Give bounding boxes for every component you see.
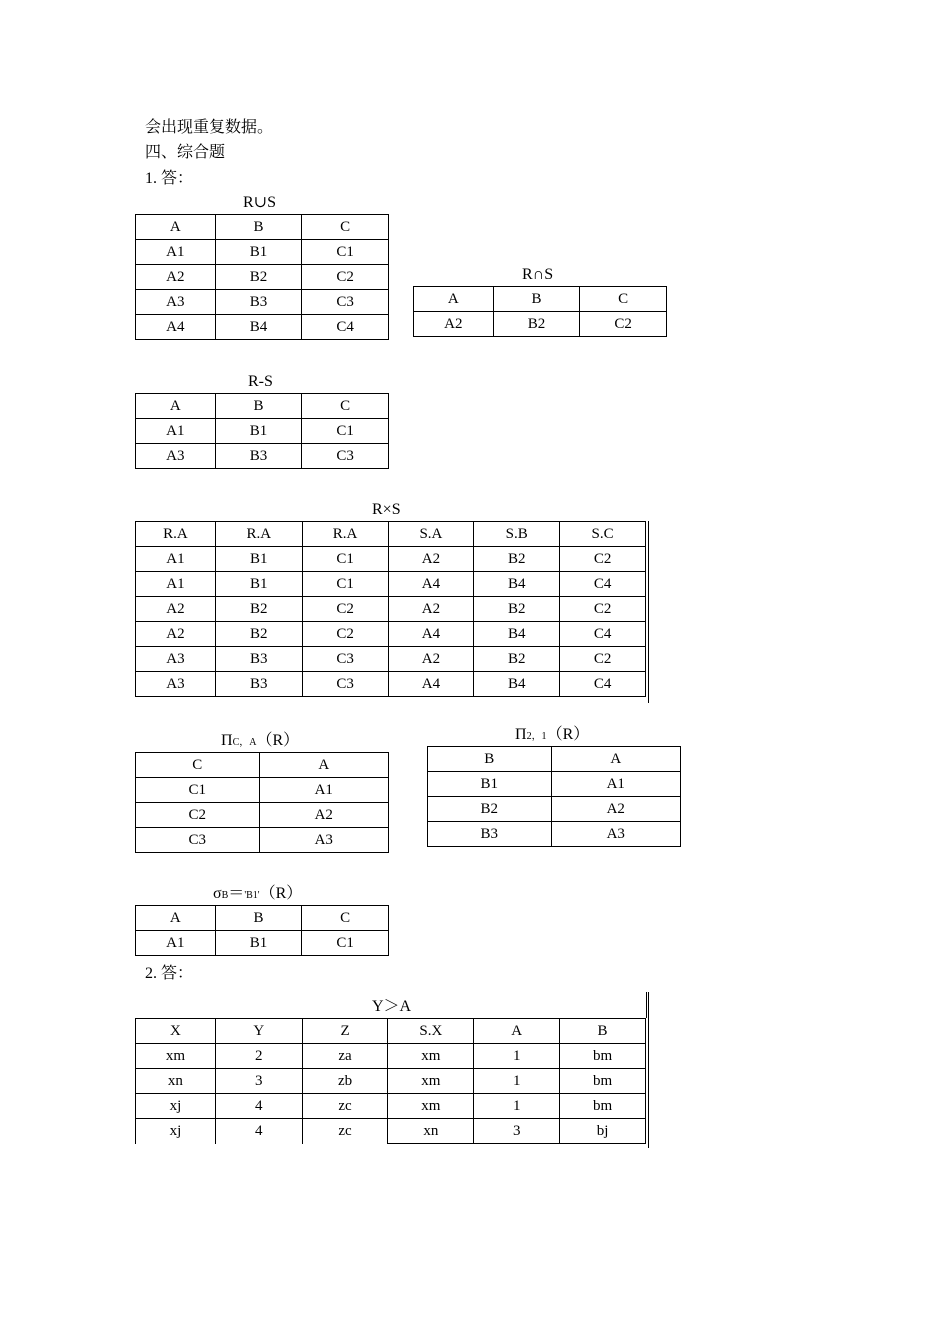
- table-row: [428, 797, 681, 822]
- proj1-caption-arg: （R）: [256, 732, 300, 749]
- table-row: [136, 672, 646, 697]
- product-cell: C4: [560, 622, 646, 647]
- proj2-caption-main: Π: [515, 726, 527, 743]
- table-row: [136, 315, 389, 340]
- union-cell: C1: [302, 240, 389, 265]
- question-1-label: 1. 答：: [145, 170, 194, 187]
- select-cell: C1: [302, 931, 389, 956]
- join-cell: xj: [136, 1094, 216, 1119]
- table-row: [136, 597, 646, 622]
- intersect-table: [413, 286, 667, 337]
- difference-cell: A3: [136, 444, 216, 469]
- table-row: [414, 312, 667, 337]
- join-cell: bm: [560, 1094, 646, 1119]
- join-header-cell: Y: [215, 1019, 302, 1044]
- proj2-cell: B1: [428, 772, 552, 797]
- intersect-header-cell: C: [580, 287, 667, 312]
- table-row: [136, 547, 646, 572]
- select-header-cell: C: [302, 906, 389, 931]
- proj1-cell: C2: [136, 803, 260, 828]
- product-cell: A4: [388, 572, 474, 597]
- product-cell: B2: [474, 597, 560, 622]
- difference-cell: C3: [302, 444, 389, 469]
- table-row: [428, 772, 681, 797]
- join-header-cell: S.X: [388, 1019, 474, 1044]
- product-header-cell: R.A: [136, 522, 216, 547]
- table-row: [136, 572, 646, 597]
- table-row: [136, 1044, 646, 1069]
- difference-cell: B1: [215, 419, 302, 444]
- product-cell: B1: [215, 547, 302, 572]
- select-caption-arg: （R）: [259, 885, 303, 902]
- union-cell: B1: [215, 240, 302, 265]
- select-cell: B1: [215, 931, 302, 956]
- difference-header-cell: A: [136, 394, 216, 419]
- union-cell: A3: [136, 290, 216, 315]
- difference-cell: A1: [136, 419, 216, 444]
- select-caption: [213, 884, 302, 906]
- question-2-label: 2. 答：: [145, 965, 194, 982]
- union-cell: C4: [302, 315, 389, 340]
- difference-header-row: [136, 394, 389, 419]
- difference-header-cell: C: [302, 394, 389, 419]
- proj2-cell: B3: [428, 822, 552, 847]
- join-caption-edge-1: [646, 992, 647, 1018]
- product-header-cell: S.A: [388, 522, 474, 547]
- select-header-row: [136, 906, 389, 931]
- product-cell: A3: [136, 647, 216, 672]
- proj2-cell: A3: [551, 822, 681, 847]
- text-line-1: 会出现重复数据。: [145, 119, 274, 136]
- product-cell: C2: [560, 597, 646, 622]
- table-row: [136, 828, 389, 853]
- join-cell: zc: [302, 1119, 388, 1144]
- table-row: [136, 419, 389, 444]
- join-header-row: [136, 1019, 646, 1044]
- proj2-caption: [515, 725, 589, 747]
- product-cell: C2: [560, 547, 646, 572]
- proj1-cell: A2: [259, 803, 389, 828]
- join-header-cell: Z: [302, 1019, 388, 1044]
- product-header-row: [136, 522, 646, 547]
- join-cell: xn: [136, 1069, 216, 1094]
- table-row: [136, 1069, 646, 1094]
- product-cell: B3: [215, 672, 302, 697]
- join-cell: zb: [302, 1069, 388, 1094]
- proj1-header-cell: C: [136, 753, 260, 778]
- select-caption-sub1: B: [221, 890, 229, 901]
- intersect-caption: R∩S: [522, 266, 554, 283]
- product-cell: A2: [388, 547, 474, 572]
- select-caption-sub2: 'B1': [244, 890, 260, 901]
- select-header-cell: B: [215, 906, 302, 931]
- product-cell: B4: [474, 622, 560, 647]
- difference-caption: R-S: [248, 373, 273, 390]
- join-cell: 1: [474, 1094, 560, 1119]
- intersect-header-cell: B: [493, 287, 580, 312]
- product-cell: C4: [560, 672, 646, 697]
- join-cell: bm: [560, 1069, 646, 1094]
- join-caption-edge-2: [648, 992, 649, 1148]
- intersect-header-cell: A: [414, 287, 494, 312]
- union-header-cell: C: [302, 215, 389, 240]
- table-row: [136, 444, 389, 469]
- product-cell: A3: [136, 672, 216, 697]
- union-header-row: [136, 215, 389, 240]
- product-caption: R×S: [372, 501, 401, 518]
- select-table: [135, 905, 389, 956]
- union-cell: B2: [215, 265, 302, 290]
- join-cell: xj: [136, 1119, 216, 1144]
- product-cell: B4: [474, 572, 560, 597]
- proj2-cell: A1: [551, 772, 681, 797]
- join-header-cell: X: [136, 1019, 216, 1044]
- product-cell: C3: [302, 672, 388, 697]
- proj1-cell: C3: [136, 828, 260, 853]
- join-cell: zc: [302, 1094, 388, 1119]
- product-cell: A1: [136, 572, 216, 597]
- product-cell: B2: [215, 597, 302, 622]
- table-row: [136, 931, 389, 956]
- join-cell: 3: [215, 1069, 302, 1094]
- product-cell: A4: [388, 672, 474, 697]
- product-header-cell: R.A: [215, 522, 302, 547]
- proj2-cell: B2: [428, 797, 552, 822]
- select-caption-eq: ＝: [228, 885, 245, 902]
- product-cell: C1: [302, 547, 388, 572]
- table-row: [136, 1119, 646, 1144]
- join-header-cell: B: [560, 1019, 646, 1044]
- product-cell: C1: [302, 572, 388, 597]
- proj2-caption-sub: 2，1: [526, 731, 547, 742]
- product-cell: A2: [136, 622, 216, 647]
- proj2-caption-arg: （R）: [546, 726, 590, 743]
- table-row: [136, 803, 389, 828]
- join-cell: xn: [388, 1119, 474, 1144]
- union-cell: A2: [136, 265, 216, 290]
- table-row: [136, 1094, 646, 1119]
- join-cell: 1: [474, 1044, 560, 1069]
- product-cell: C2: [302, 622, 388, 647]
- join-header-cell: A: [474, 1019, 560, 1044]
- proj2-header-cell: A: [551, 747, 681, 772]
- union-cell: B4: [215, 315, 302, 340]
- proj2-table: [427, 746, 681, 847]
- section-heading: 四、综合题: [145, 144, 226, 161]
- union-cell: C2: [302, 265, 389, 290]
- join-cell: 1: [474, 1069, 560, 1094]
- product-cell: A4: [388, 622, 474, 647]
- product-cell: B2: [474, 547, 560, 572]
- proj1-caption-sub: C，A: [232, 737, 257, 748]
- product-cell: B2: [474, 647, 560, 672]
- union-header-cell: B: [215, 215, 302, 240]
- table-row: [136, 265, 389, 290]
- join-cell: za: [302, 1044, 388, 1069]
- product-cell: B3: [215, 647, 302, 672]
- table-row: [136, 622, 646, 647]
- proj1-cell: C1: [136, 778, 260, 803]
- join-cell: xm: [388, 1094, 474, 1119]
- table-row: [136, 290, 389, 315]
- proj1-header-row: [136, 753, 389, 778]
- proj1-caption-main: Π: [221, 732, 233, 749]
- product-cell: B1: [215, 572, 302, 597]
- select-header-cell: A: [136, 906, 216, 931]
- product-cell: C4: [560, 572, 646, 597]
- select-cell: A1: [136, 931, 216, 956]
- product-table-edge: [648, 521, 649, 703]
- join-cell: 4: [215, 1094, 302, 1119]
- product-cell: A2: [388, 597, 474, 622]
- intersect-header-row: [414, 287, 667, 312]
- intersect-cell: A2: [414, 312, 494, 337]
- difference-table: [135, 393, 389, 469]
- join-cell: xm: [136, 1044, 216, 1069]
- table-row: [136, 240, 389, 265]
- join-cell: bm: [560, 1044, 646, 1069]
- product-cell: B4: [474, 672, 560, 697]
- join-caption: Y＞A: [372, 998, 412, 1015]
- difference-header-cell: B: [215, 394, 302, 419]
- product-cell: B2: [215, 622, 302, 647]
- proj2-header-cell: B: [428, 747, 552, 772]
- proj1-cell: A3: [259, 828, 389, 853]
- proj1-table: [135, 752, 389, 853]
- proj2-header-row: [428, 747, 681, 772]
- difference-cell: B3: [215, 444, 302, 469]
- proj2-cell: A2: [551, 797, 681, 822]
- join-cell: xm: [388, 1069, 474, 1094]
- join-cell: 2: [215, 1044, 302, 1069]
- proj1-cell: A1: [259, 778, 389, 803]
- union-table: [135, 214, 389, 340]
- select-caption-main: σ: [213, 885, 222, 902]
- difference-cell: C1: [302, 419, 389, 444]
- join-cell: 4: [215, 1119, 302, 1144]
- table-row: [136, 778, 389, 803]
- join-cell: 3: [474, 1119, 560, 1144]
- table-row: [428, 822, 681, 847]
- union-cell: A4: [136, 315, 216, 340]
- join-cell: xm: [388, 1044, 474, 1069]
- union-header-cell: A: [136, 215, 216, 240]
- union-cell: A1: [136, 240, 216, 265]
- union-cell: C3: [302, 290, 389, 315]
- table-row: [136, 647, 646, 672]
- product-cell: A1: [136, 547, 216, 572]
- product-header-cell: R.A: [302, 522, 388, 547]
- proj1-header-cell: A: [259, 753, 389, 778]
- product-cell: C2: [560, 647, 646, 672]
- product-table: [135, 521, 646, 697]
- product-cell: A2: [388, 647, 474, 672]
- product-cell: C2: [302, 597, 388, 622]
- product-cell: C3: [302, 647, 388, 672]
- product-cell: A2: [136, 597, 216, 622]
- join-cell: bj: [560, 1119, 646, 1144]
- product-header-cell: S.C: [560, 522, 646, 547]
- union-caption: R∪S: [243, 194, 276, 211]
- proj1-caption: [221, 731, 299, 753]
- join-table: [135, 1018, 646, 1144]
- product-header-cell: S.B: [474, 522, 560, 547]
- union-cell: B3: [215, 290, 302, 315]
- intersect-cell: C2: [580, 312, 667, 337]
- intersect-cell: B2: [493, 312, 580, 337]
